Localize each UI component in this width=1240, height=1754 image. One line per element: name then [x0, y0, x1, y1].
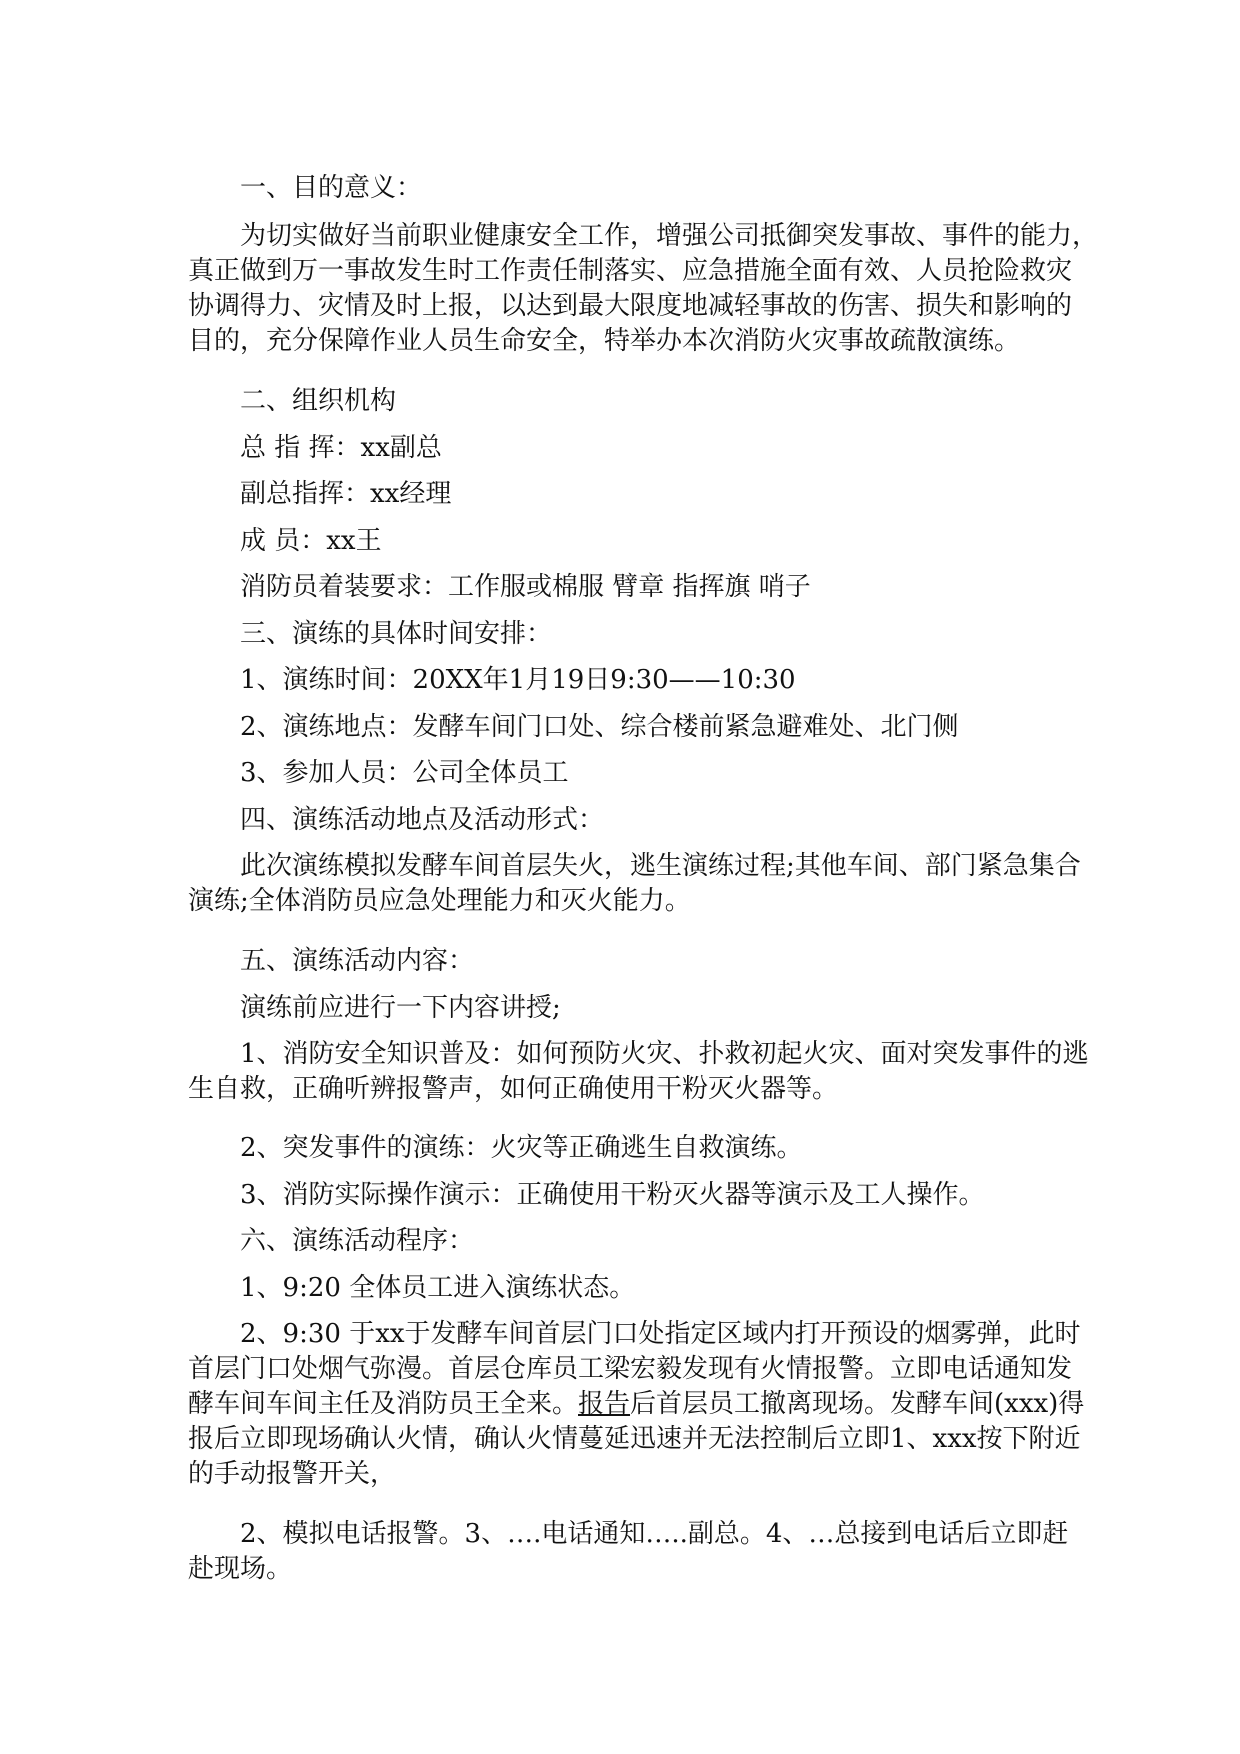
procedure-step-line: 的手动报警开关，	[188, 1459, 397, 1489]
paragraph-line: 真正做到万一事故发生时工作责任制落实、应急措施全面有效、人员抢险救灾	[188, 256, 1073, 286]
procedure-step-line: 报后立即现场确认火情，确认火情蔓延迅速并无法控制后立即1、xxx按下附近	[188, 1424, 1081, 1454]
procedure-step-line: 1、9:20 全体员工进入演练状态。	[240, 1273, 636, 1303]
procedure-step-line: 2、模拟电话报警。3、….电话通知…..副总。4、…总接到电话后立即赶	[240, 1519, 1069, 1549]
section-heading-organization: 二、组织机构	[240, 386, 397, 416]
paragraph-line: 目的，充分保障作业人员生命安全，特举办本次消防火灾事故疏散演练。	[188, 326, 1021, 356]
drill-time-line: 1、演练时间：20XX年1月19日9:30——10:30	[240, 665, 796, 695]
content-item-line: 3、消防实际操作演示：正确使用干粉灭火器等演示及工人操作。	[240, 1180, 985, 1210]
section-heading-location-form: 四、演练活动地点及活动形式：	[240, 805, 605, 835]
procedure-step-line: 首层门口处烟气弥漫。首层仓库员工梁宏毅发现有火情报警。立即电话通知发	[188, 1354, 1073, 1384]
section-heading-procedure: 六、演练活动程序：	[240, 1226, 475, 1256]
vice-commander-line: 副总指挥：xx经理	[240, 479, 452, 509]
content-item-line: 1、消防安全知识普及：如何预防火灾、扑救初起火灾、面对突发事件的逃	[240, 1039, 1089, 1069]
procedure-step-line	[188, 1386, 1084, 1422]
drill-place-line: 2、演练地点：发酵车间门口处、综合楼前紧急避难处、北门侧	[240, 712, 959, 742]
commander-line: 总 指 挥：xx副总	[240, 433, 442, 463]
paragraph-line: 演练;全体消防员应急处理能力和灭火能力。	[188, 886, 691, 916]
procedure-text: 后首层员工撤离现场。发酵车间(xxx)得	[630, 1389, 1085, 1419]
paragraph-line: 为切实做好当前职业健康安全工作，增强公司抵御突发事故、事件的能力，	[240, 221, 1099, 251]
section-heading-content: 五、演练活动内容：	[240, 946, 475, 976]
paragraph-line: 协调得力、灾情及时上报，以达到最大限度地减轻事故的伤害、损失和影响的	[188, 291, 1073, 321]
content-intro-line: 演练前应进行一下内容讲授;	[240, 993, 561, 1023]
procedure-step-line: 2、9:30 于xx于发酵车间首层门口处指定区域内打开预设的烟雾弹，此时	[240, 1319, 1081, 1349]
content-item-line: 生自救，正确听辨报警声，如何正确使用干粉灭火器等。	[188, 1074, 839, 1104]
procedure-step-line: 赴现场。	[188, 1554, 293, 1584]
content-item-line: 2、突发事件的演练：火灾等正确逃生自救演练。	[240, 1133, 803, 1163]
participants-line: 3、参加人员：公司全体员工	[240, 758, 569, 788]
report-link[interactable]: 报告	[578, 1389, 631, 1419]
section-heading-schedule: 三、演练的具体时间安排：	[240, 619, 553, 649]
members-line: 成 员：xx王	[240, 526, 382, 556]
section-heading-purpose: 一、目的意义：	[240, 173, 423, 203]
paragraph-line: 此次演练模拟发酵车间首层失火，逃生演练过程;其他车间、部门紧急集合	[240, 851, 1081, 881]
procedure-text: 酵车间车间主任及消防员王全来。	[188, 1389, 579, 1419]
dress-requirement-line: 消防员着装要求：工作服或棉服 臂章 指挥旗 哨子	[240, 572, 811, 602]
